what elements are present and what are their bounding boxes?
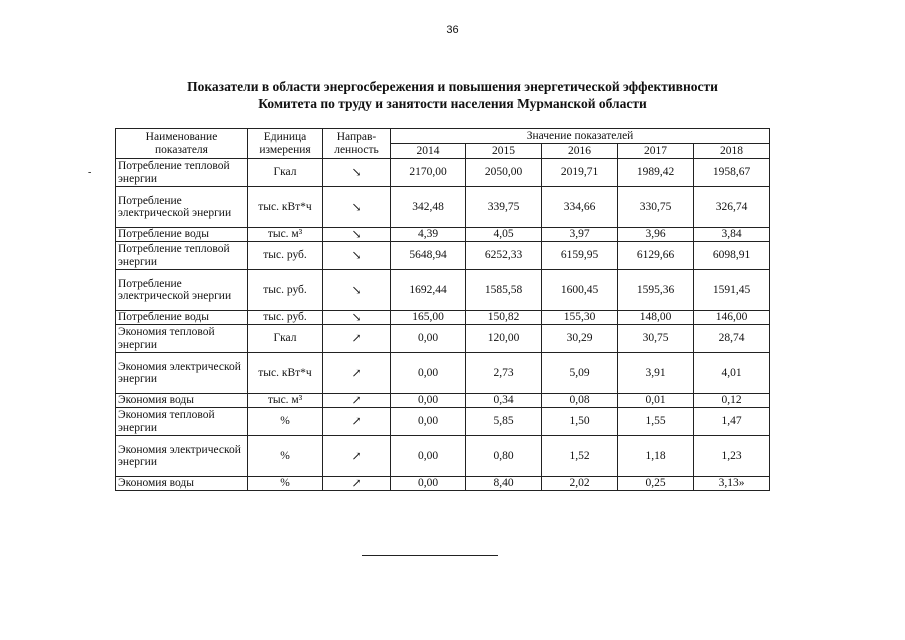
arrow-up-right-icon: ↗ [323, 325, 391, 353]
value-cell: 28,74 [694, 325, 770, 353]
page-number: 36 [446, 24, 459, 36]
unit-cell: тыс. м³ [248, 228, 323, 242]
table-row [116, 353, 770, 394]
value-cell: 0,01 [618, 394, 694, 408]
header-year: 2015 [466, 144, 542, 159]
indicator-name: Потребление электрической энергии [116, 187, 248, 228]
indicator-name: Экономия электрической энергии [116, 353, 248, 394]
indicator-name: Потребление воды [116, 228, 248, 242]
header-name: Наименование показателя [116, 129, 248, 159]
unit-cell: тыс. руб. [248, 311, 323, 325]
value-cell: 4,39 [391, 228, 466, 242]
title-line-2: Комитета по труду и занятости населения Мурманской области [258, 96, 647, 111]
document-title [0, 78, 905, 112]
arrow-up-right-icon: ↗ [323, 394, 391, 408]
header-year: 2014 [391, 144, 466, 159]
indicator-name: Экономия воды [116, 394, 248, 408]
header-direction: Направ-ленность [323, 129, 391, 159]
value-cell: 4,01 [694, 353, 770, 394]
arrow-up-right-icon: ↗ [323, 436, 391, 477]
value-cell: 342,48 [391, 187, 466, 228]
header-year: 2017 [618, 144, 694, 159]
margin-mark: - [88, 167, 92, 178]
unit-cell: Гкал [248, 159, 323, 187]
indicator-name: Экономия электрической энергии [116, 436, 248, 477]
value-cell: 2050,00 [466, 159, 542, 187]
arrow-down-right-icon: ↘ [323, 242, 391, 270]
arrow-up-right-icon: ↗ [323, 408, 391, 436]
value-cell: 146,00 [694, 311, 770, 325]
value-cell: 2,73 [466, 353, 542, 394]
value-cell: 1,55 [618, 408, 694, 436]
header-year: 2018 [694, 144, 770, 159]
indicator-name: Потребление электрической энергии [116, 270, 248, 311]
value-cell: 5648,94 [391, 242, 466, 270]
value-cell: 30,75 [618, 325, 694, 353]
arrow-down-right-icon: ↘ [323, 228, 391, 242]
value-cell: 2019,71 [542, 159, 618, 187]
value-cell: 1,18 [618, 436, 694, 477]
value-cell: 0,00 [391, 353, 466, 394]
value-cell: 120,00 [466, 325, 542, 353]
value-cell: 155,30 [542, 311, 618, 325]
value-cell: 1989,42 [618, 159, 694, 187]
footnote-divider [362, 555, 498, 556]
arrow-down-right-icon: ↘ [323, 311, 391, 325]
unit-cell: % [248, 408, 323, 436]
arrow-down-right-icon: ↘ [323, 159, 391, 187]
unit-cell: % [248, 436, 323, 477]
unit-cell: % [248, 477, 323, 491]
unit-cell: тыс. руб. [248, 242, 323, 270]
value-cell: 3,84 [694, 228, 770, 242]
value-cell: 0,00 [391, 408, 466, 436]
value-cell: 2,02 [542, 477, 618, 491]
header-values-group: Значение показателей [391, 129, 770, 144]
table-row [116, 325, 770, 353]
table-row [116, 228, 770, 242]
table-row [116, 187, 770, 228]
table-row [116, 242, 770, 270]
value-cell: 0,34 [466, 394, 542, 408]
value-cell: 1585,58 [466, 270, 542, 311]
value-cell: 4,05 [466, 228, 542, 242]
indicator-name: Экономия тепловой энергии [116, 408, 248, 436]
value-cell: 165,00 [391, 311, 466, 325]
value-cell: 1,52 [542, 436, 618, 477]
arrow-up-right-icon: ↗ [323, 477, 391, 491]
value-cell: 1,23 [694, 436, 770, 477]
unit-cell: тыс. м³ [248, 394, 323, 408]
value-cell: 1591,45 [694, 270, 770, 311]
value-cell: 3,96 [618, 228, 694, 242]
value-cell: 6252,33 [466, 242, 542, 270]
value-cell: 0,25 [618, 477, 694, 491]
indicator-name: Экономия тепловой энергии [116, 325, 248, 353]
value-cell: 1595,36 [618, 270, 694, 311]
value-cell: 1600,45 [542, 270, 618, 311]
value-cell: 30,29 [542, 325, 618, 353]
value-cell: 1,50 [542, 408, 618, 436]
title-line-1: Показатели в области энергосбережения и повышения энергетической эффективности [187, 79, 718, 94]
unit-cell: тыс. кВт*ч [248, 187, 323, 228]
value-cell: 148,00 [618, 311, 694, 325]
value-cell: 3,91 [618, 353, 694, 394]
indicator-name: Потребление тепловой энергии [116, 159, 248, 187]
table-row [116, 408, 770, 436]
value-cell: 330,75 [618, 187, 694, 228]
table-row [116, 436, 770, 477]
value-cell: 6159,95 [542, 242, 618, 270]
value-cell: 6098,91 [694, 242, 770, 270]
value-cell: 3,97 [542, 228, 618, 242]
value-cell: 1,47 [694, 408, 770, 436]
value-cell: 3,13» [694, 477, 770, 491]
indicator-name: Потребление воды [116, 311, 248, 325]
table-row [116, 159, 770, 187]
indicators-table [115, 128, 770, 491]
value-cell: 6129,66 [618, 242, 694, 270]
value-cell: 2170,00 [391, 159, 466, 187]
value-cell: 334,66 [542, 187, 618, 228]
value-cell: 0,00 [391, 325, 466, 353]
value-cell: 339,75 [466, 187, 542, 228]
value-cell: 150,82 [466, 311, 542, 325]
header-row-1 [116, 129, 770, 144]
value-cell: 0,08 [542, 394, 618, 408]
table-row [116, 270, 770, 311]
value-cell: 0,00 [391, 477, 466, 491]
unit-cell: Гкал [248, 325, 323, 353]
table-row [116, 311, 770, 325]
value-cell: 0,00 [391, 394, 466, 408]
value-cell: 326,74 [694, 187, 770, 228]
header-unit: Единица измерения [248, 129, 323, 159]
value-cell: 0,00 [391, 436, 466, 477]
arrow-down-right-icon: ↘ [323, 187, 391, 228]
header-year: 2016 [542, 144, 618, 159]
arrow-up-right-icon: ↗ [323, 353, 391, 394]
value-cell: 5,09 [542, 353, 618, 394]
value-cell: 5,85 [466, 408, 542, 436]
value-cell: 8,40 [466, 477, 542, 491]
indicator-name: Экономия воды [116, 477, 248, 491]
table-row [116, 477, 770, 491]
arrow-down-right-icon: ↘ [323, 270, 391, 311]
unit-cell: тыс. руб. [248, 270, 323, 311]
value-cell: 0,80 [466, 436, 542, 477]
value-cell: 0,12 [694, 394, 770, 408]
value-cell: 1692,44 [391, 270, 466, 311]
value-cell: 1958,67 [694, 159, 770, 187]
unit-cell: тыс. кВт*ч [248, 353, 323, 394]
table-row [116, 394, 770, 408]
indicator-name: Потребление тепловой энергии [116, 242, 248, 270]
